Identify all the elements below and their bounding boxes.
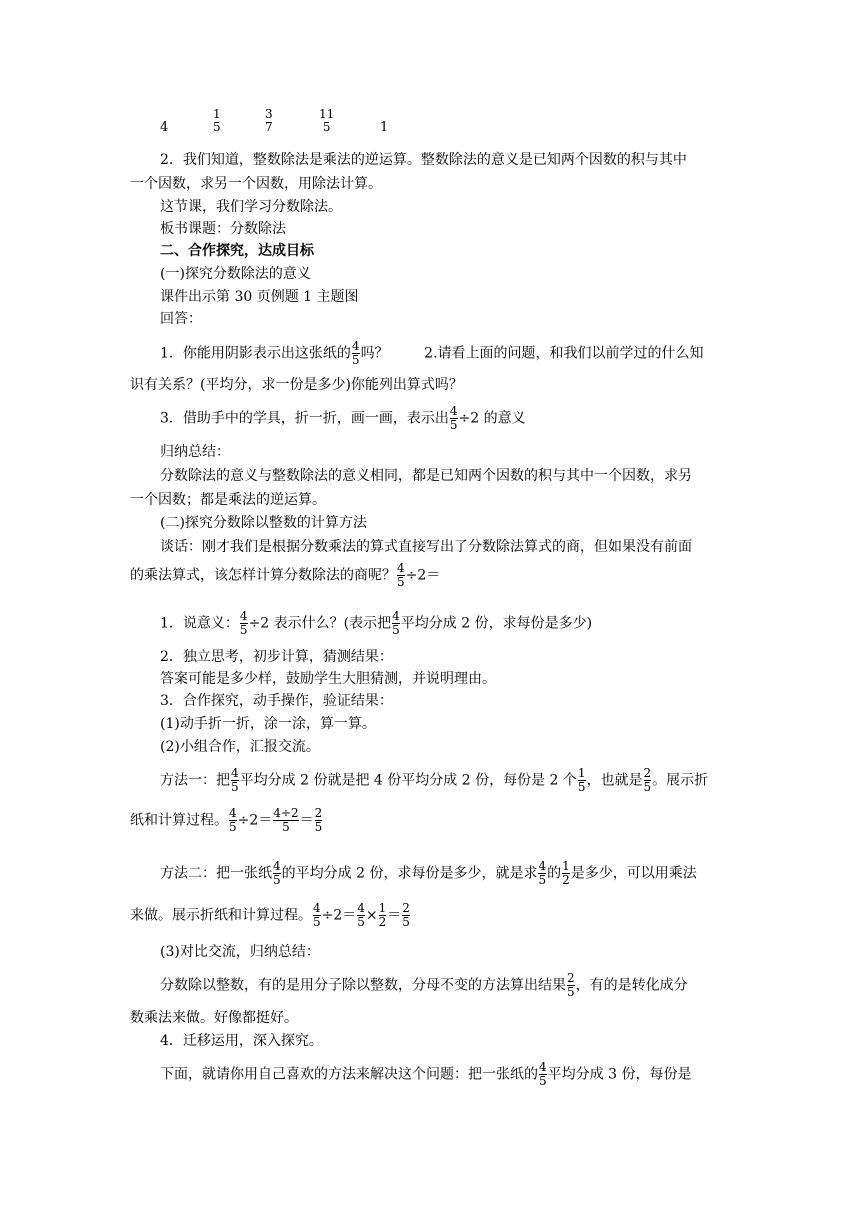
fraction: $\frac{2}{5}$ bbox=[314, 806, 323, 834]
fraction: $\frac{4}{5}$ bbox=[313, 901, 321, 929]
fraction: $\frac{1}{2}$ bbox=[562, 859, 570, 887]
fraction-11-5: 11 5 bbox=[319, 107, 335, 134]
para-line: 答案可能是多少样，鼓励学生大胆猜测，并说明理由。 bbox=[160, 671, 496, 687]
para-line: 课件出示第 30 页例题 1 主题图 bbox=[160, 289, 359, 305]
fraction: $\frac{4}{5}$ bbox=[229, 806, 237, 834]
fraction-3-7: 3 7 bbox=[265, 107, 273, 134]
fraction: $\frac{4}{5}$ bbox=[357, 901, 365, 929]
para-line: 2．我们知道，整数除法是乘法的逆运算。整数除法的意义是已知两个因数的积与其中 bbox=[160, 152, 687, 168]
fraction: $\frac{2}{5}$ bbox=[567, 971, 575, 999]
para-line: (1)动手折一折，涂一涂，算一算。 bbox=[160, 716, 376, 732]
para-line: 2．独立思考，初步计算，猜测结果： bbox=[160, 649, 393, 665]
para-line: 分数除法的意义与整数除法的意义相同，都是已知两个因数的积与其中一个因数，求另 bbox=[160, 468, 692, 484]
method-one-calc: 纸和计算过程。 $\frac{4}{5}$ ÷2＝ $\frac{4\div 2}{5}$ ＝ $\frac{2}{5}$ bbox=[130, 806, 323, 834]
para-line: (二)探究分数除以整数的计算方法 bbox=[160, 515, 367, 531]
number-4: 4 bbox=[160, 120, 169, 135]
para-line: 数乘法来做。好像都挺好。 bbox=[130, 1010, 298, 1026]
fraction: $\frac{1}{5}$ bbox=[577, 766, 586, 794]
para-line: (2)小组合作，汇报交流。 bbox=[160, 739, 320, 755]
para-line: 板书课题：分数除法 bbox=[160, 221, 286, 237]
fraction: $\frac{4}{5}$ bbox=[231, 766, 239, 794]
para-line: 回答： bbox=[160, 311, 202, 327]
question-1: 1．你能用阴影表示出这张纸的 $\frac{4}{5}$ 吗？ 2.请看上面的问题，和我们以前学过的什么知 bbox=[160, 339, 704, 367]
method-two-line: 方法二：把一张纸 $\frac{4}{5}$ 的平均分成 2 份，求每份是多少，就是求 $\frac{4}{5}$ 的 $\frac{1}{2}$ 是多少，可以用乘法 bbox=[160, 859, 697, 887]
fraction: $\frac{2}{5}$ bbox=[643, 766, 652, 794]
para-line: (3)对比交流，归纳总结： bbox=[160, 944, 320, 960]
fraction: $\frac{4}{5}$ bbox=[392, 609, 400, 637]
para-line: 一个因数，求另一个因数，用除法计算。 bbox=[130, 176, 382, 192]
fraction: $\frac{1}{2}$ bbox=[378, 901, 387, 929]
section-heading: 二、合作探究，达成目标 bbox=[160, 243, 314, 259]
fraction: $\frac{4}{5}$ bbox=[351, 339, 360, 367]
para-line: (一)探究分数除法的意义 bbox=[160, 266, 311, 282]
para-line: 4．迁移运用，深入探究。 bbox=[160, 1033, 323, 1049]
para-line: 归纳总结： bbox=[160, 444, 230, 460]
last-line: 下面，就请你用自己喜欢的方法来解决这个问题：把一张纸的 $\frac{4}{5}$ 平均分成 3 份，每份是 bbox=[160, 1060, 692, 1088]
para-line: 3．合作探究，动手操作，验证结果： bbox=[160, 693, 393, 709]
para-line: 谈话：刚才我们是根据分数乘法的算式直接写出了分数除法算式的商，但如果没有前面 bbox=[160, 539, 692, 555]
fraction: $\frac{4}{5}$ bbox=[539, 1060, 547, 1088]
fraction: $\frac{2}{5}$ bbox=[402, 901, 410, 929]
question-3: 3．借助手中的学具，折一折，画一画，表示出 $\frac{4}{5}$ ÷2 的意义 bbox=[160, 404, 526, 432]
method-one-line: 方法一：把 $\frac{4}{5}$ 平均分成 2 份就是把 4 份平均分成 2 份，每份是 2 个 $\frac{1}{5}$ ，也就是 $\frac{2}{5}$ 。展示折 bbox=[160, 766, 709, 794]
number-1: 1 bbox=[380, 120, 389, 135]
meaning-line: 1．说意义： $\frac{4}{5}$ ÷2 表示什么？(表示把 $\frac{4}{5}$ 平均分成 2 份，求每份是多少) bbox=[160, 609, 593, 637]
method-two-calc: 来做。展示折纸和计算过程。 $\frac{4}{5}$ ÷2＝ $\frac{4}{5}$ × $\frac{1}{2}$ ＝ $\frac{2}{5}$ bbox=[130, 901, 410, 929]
para-line: 一个因数；都是乘法的逆运算。 bbox=[130, 492, 326, 508]
fraction: $\frac{4}{5}$ bbox=[538, 859, 547, 887]
fraction: $\frac{4}{5}$ bbox=[239, 609, 248, 637]
para-line: 这节课，我们学习分数除法。 bbox=[160, 199, 342, 215]
fraction: $\frac{4}{5}$ bbox=[397, 561, 405, 589]
conclusion-line: 分数除以整数，有的是用分子除以整数，分母不变的方法算出结果 $\frac{2}{5}$ ，有的是转化成分 bbox=[160, 971, 688, 999]
fraction: $\frac{4\div 2}{5}$ bbox=[273, 806, 299, 834]
fraction: $\frac{4}{5}$ bbox=[449, 404, 458, 432]
talk-line: 的乘法算式，该怎样计算分数除法的商呢？ $\frac{4}{5}$ ÷2＝ bbox=[130, 561, 441, 589]
fraction: $\frac{4}{5}$ bbox=[273, 859, 281, 887]
para-line: 识有关系？(平均分，求一份是多少)你能列出算式吗？ bbox=[130, 377, 463, 393]
fraction-1-5: 1 5 bbox=[213, 107, 221, 134]
